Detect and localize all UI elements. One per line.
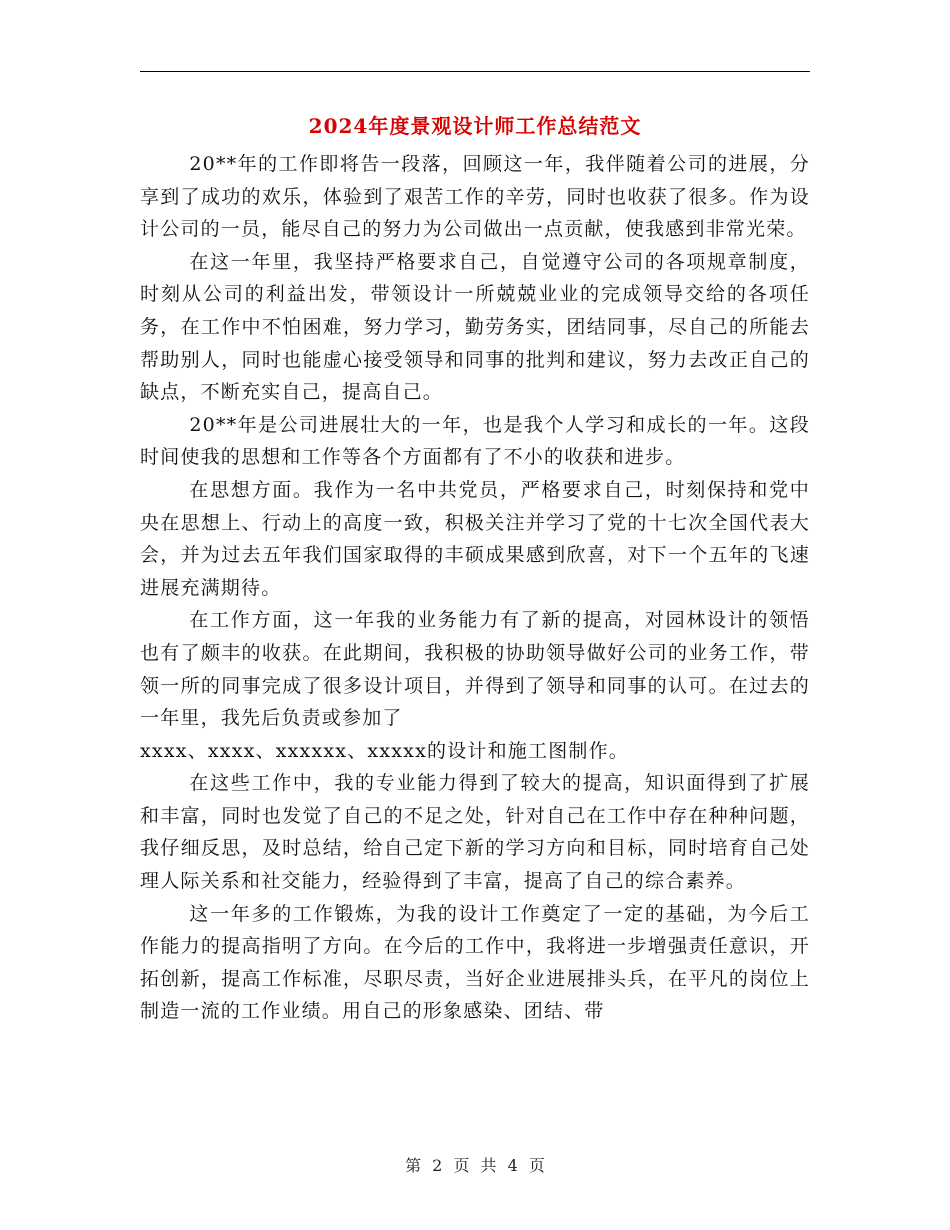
paragraph-reflection: 在这些工作中，我的专业能力得到了较大的提高，知识面得到了扩展和丰富，同时也发觉了自己的不足之处，针对自己在工作中存在种种问题，我仔细反思，及时总结，给自己定下新的学习方向和目标，同时培育自己处理人际关系和社交能力，经验得到了丰富，提高了自己的综合素养。	[140, 772, 810, 893]
paragraph-year-growth: 20**年是公司进展壮大的一年，也是我个人学习和成长的一年。这段时间使我的思想和工作等各个方面都有了不小的收获和进步。	[140, 413, 810, 469]
paragraph-work: 在工作方面，这一年我的业务能力有了新的提高，对园林设计的领悟也有了颇丰的收获。在此期间，我积极的协助领导做好公司的业务工作，带领一所的同事完成了很多设计项目，并得到了领导和同事的认可。在过去的一年里，我先后负责或参加了	[140, 609, 810, 730]
header-rule	[140, 71, 810, 72]
paragraph-self-discipline: 在这一年里，我坚持严格要求自己，自觉遵守公司的各项规章制度，时刻从公司的利益出发，带领设计一所兢兢业业的完成领导交给的各项任务，在工作中不怕困难，努力学习，勤劳务实，团结同事，尽自己的所能去帮助别人，同时也能虚心接受领导和同事的批判和建议，努力去改正自己的缺点，不断充实自己，提高自己。	[140, 250, 810, 404]
paragraph-projects: xxxx、xxxx、xxxxxx、xxxxx的设计和施工图制作。	[140, 739, 629, 762]
paragraph-outlook: 这一年多的工作锻炼，为我的设计工作奠定了一定的基础，为今后工作能力的提高指明了方向。在今后的工作中，我将进一步增强责任意识，开拓创新，提高工作标准，尽职尽责，当好企业进展排头兵，在平凡的岗位上制造一流的工作业绩。用自己的形象感染、团结、带	[140, 902, 810, 1023]
paragraph-intro: 20**年的工作即将告一段落，回顾这一年，我伴随着公司的进展，分享到了成功的欢乐，体验到了艰苦工作的辛劳，同时也收获了很多。作为设计公司的一员，能尽自己的努力为公司做出一点贡献，使我感到非常光荣。	[140, 153, 810, 241]
document-title: 2024年度景观设计师工作总结范文	[308, 114, 642, 138]
page-number: 第 2 页 共 4 页	[405, 1156, 545, 1175]
paragraph-ideology: 在思想方面。我作为一名中共党员，严格要求自己，时刻保持和党中央在思想上、行动上的高度一致，积极关注并学习了党的十七次全国代表大会，并为过去五年我们国家取得的丰硕成果感到欣喜，对下一个五年的飞速进展充满期待。	[140, 478, 810, 599]
document-body	[140, 148, 810, 1028]
